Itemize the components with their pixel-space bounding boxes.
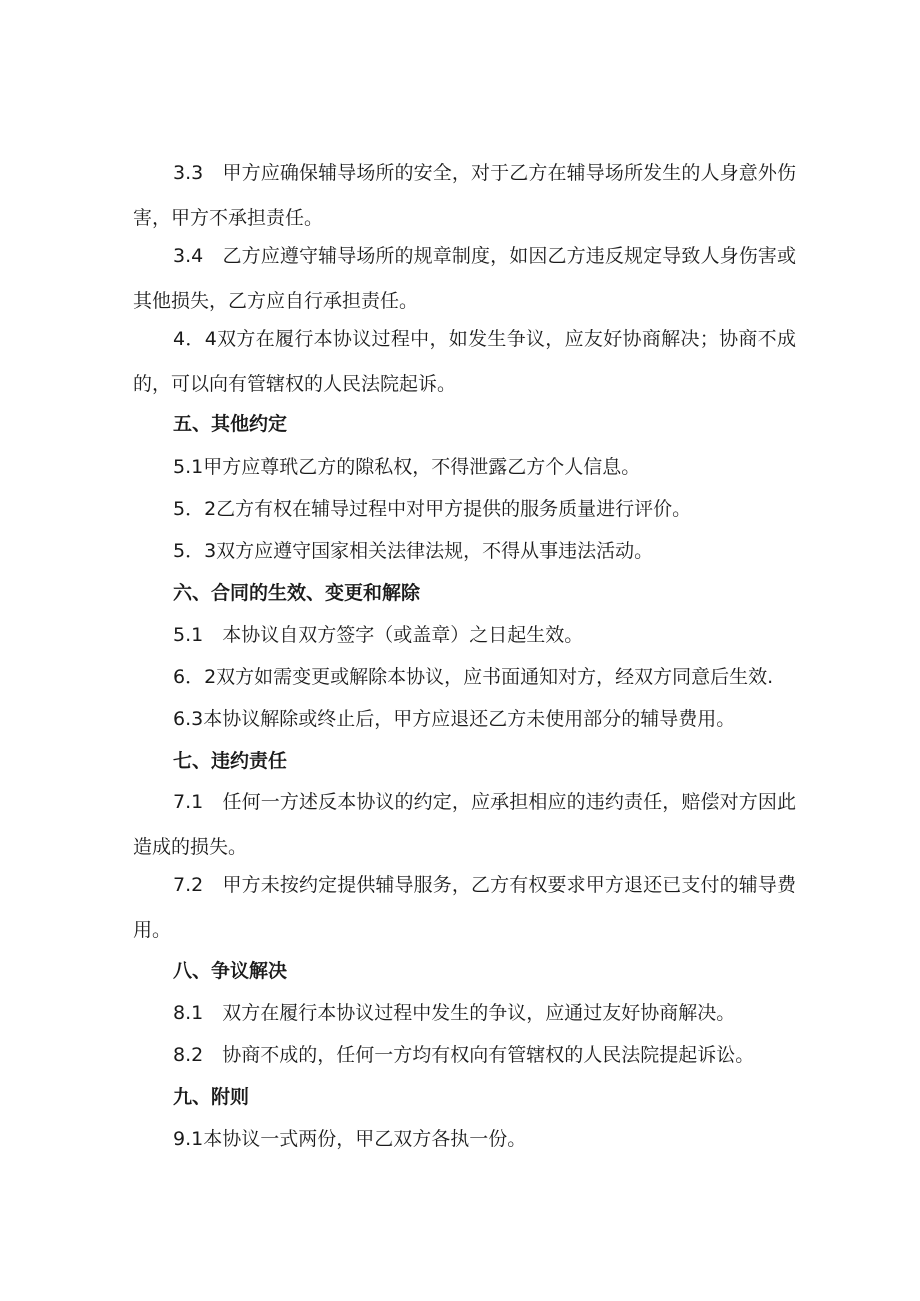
- clause-7-2: 7.2 甲方未按约定提供辅导服务，乙方有权要求甲方退还已支付的辅导费用。: [133, 874, 796, 941]
- clause-6-3: 6.3本协议解除或终止后，甲方应退还乙方未使用部分的辅导费用。: [173, 708, 736, 730]
- section-heading-7: 七、违约责任: [173, 750, 288, 772]
- clause-7-1: 7.1 任何一方述反本协议的约定，应承担相应的违约责任，赔偿对方因此造成的损失。: [133, 791, 796, 858]
- clause-3-3: 3.3 甲方应确保辅导场所的安全，对于乙方在辅导场所发生的人身意外伤害，甲方不承担责任。: [133, 162, 796, 229]
- section-heading-8: 八、争议解决: [173, 960, 288, 982]
- clause-8-2: 8.2 协商不成的，任何一方均有权向有管辖权的人民法院提起诉讼。: [173, 1044, 755, 1066]
- clause-6-1: 5.1 本协议自双方签字（或盖章）之日起生效。: [173, 624, 584, 646]
- clause-5-2: 5．2乙方有权在辅导过程中对甲方提供的服务质量进行评价。: [173, 498, 692, 520]
- section-heading-6: 六、合同的生效、变更和解除: [173, 582, 421, 604]
- section-heading-9: 九、附则: [173, 1086, 250, 1108]
- section-heading-5: 五、其他约定: [173, 413, 288, 435]
- clause-3-4: 3.4 乙方应遵守辅导场所的规章制度，如因乙方违反规定导致人身伤害或其他损失，乙方应自行承担责任。: [133, 245, 796, 312]
- clause-6-2: 6．2双方如需变更或解除本协议，应书面通知对方，经双方同意后生效.: [173, 666, 774, 688]
- clause-5-1: 5.1甲方应尊玳乙方的隙私权，不得泄露乙方个人信息。: [173, 456, 641, 478]
- clause-4-4: 4．4双方在履行本协议过程中，如发生争议，应友好协商解决；协商不成的，可以向有管辖权的人民法院起诉。: [133, 328, 796, 395]
- clause-5-3: 5．3双方应遵守国家相关法律法规，不得从事违法活动。: [173, 540, 654, 562]
- clause-9-1: 9.1本协议一式两份，甲乙双方各执一份。: [173, 1128, 527, 1150]
- clause-8-1: 8.1 双方在履行本协议过程中发生的争议，应通过友好协商解决。: [173, 1002, 736, 1024]
